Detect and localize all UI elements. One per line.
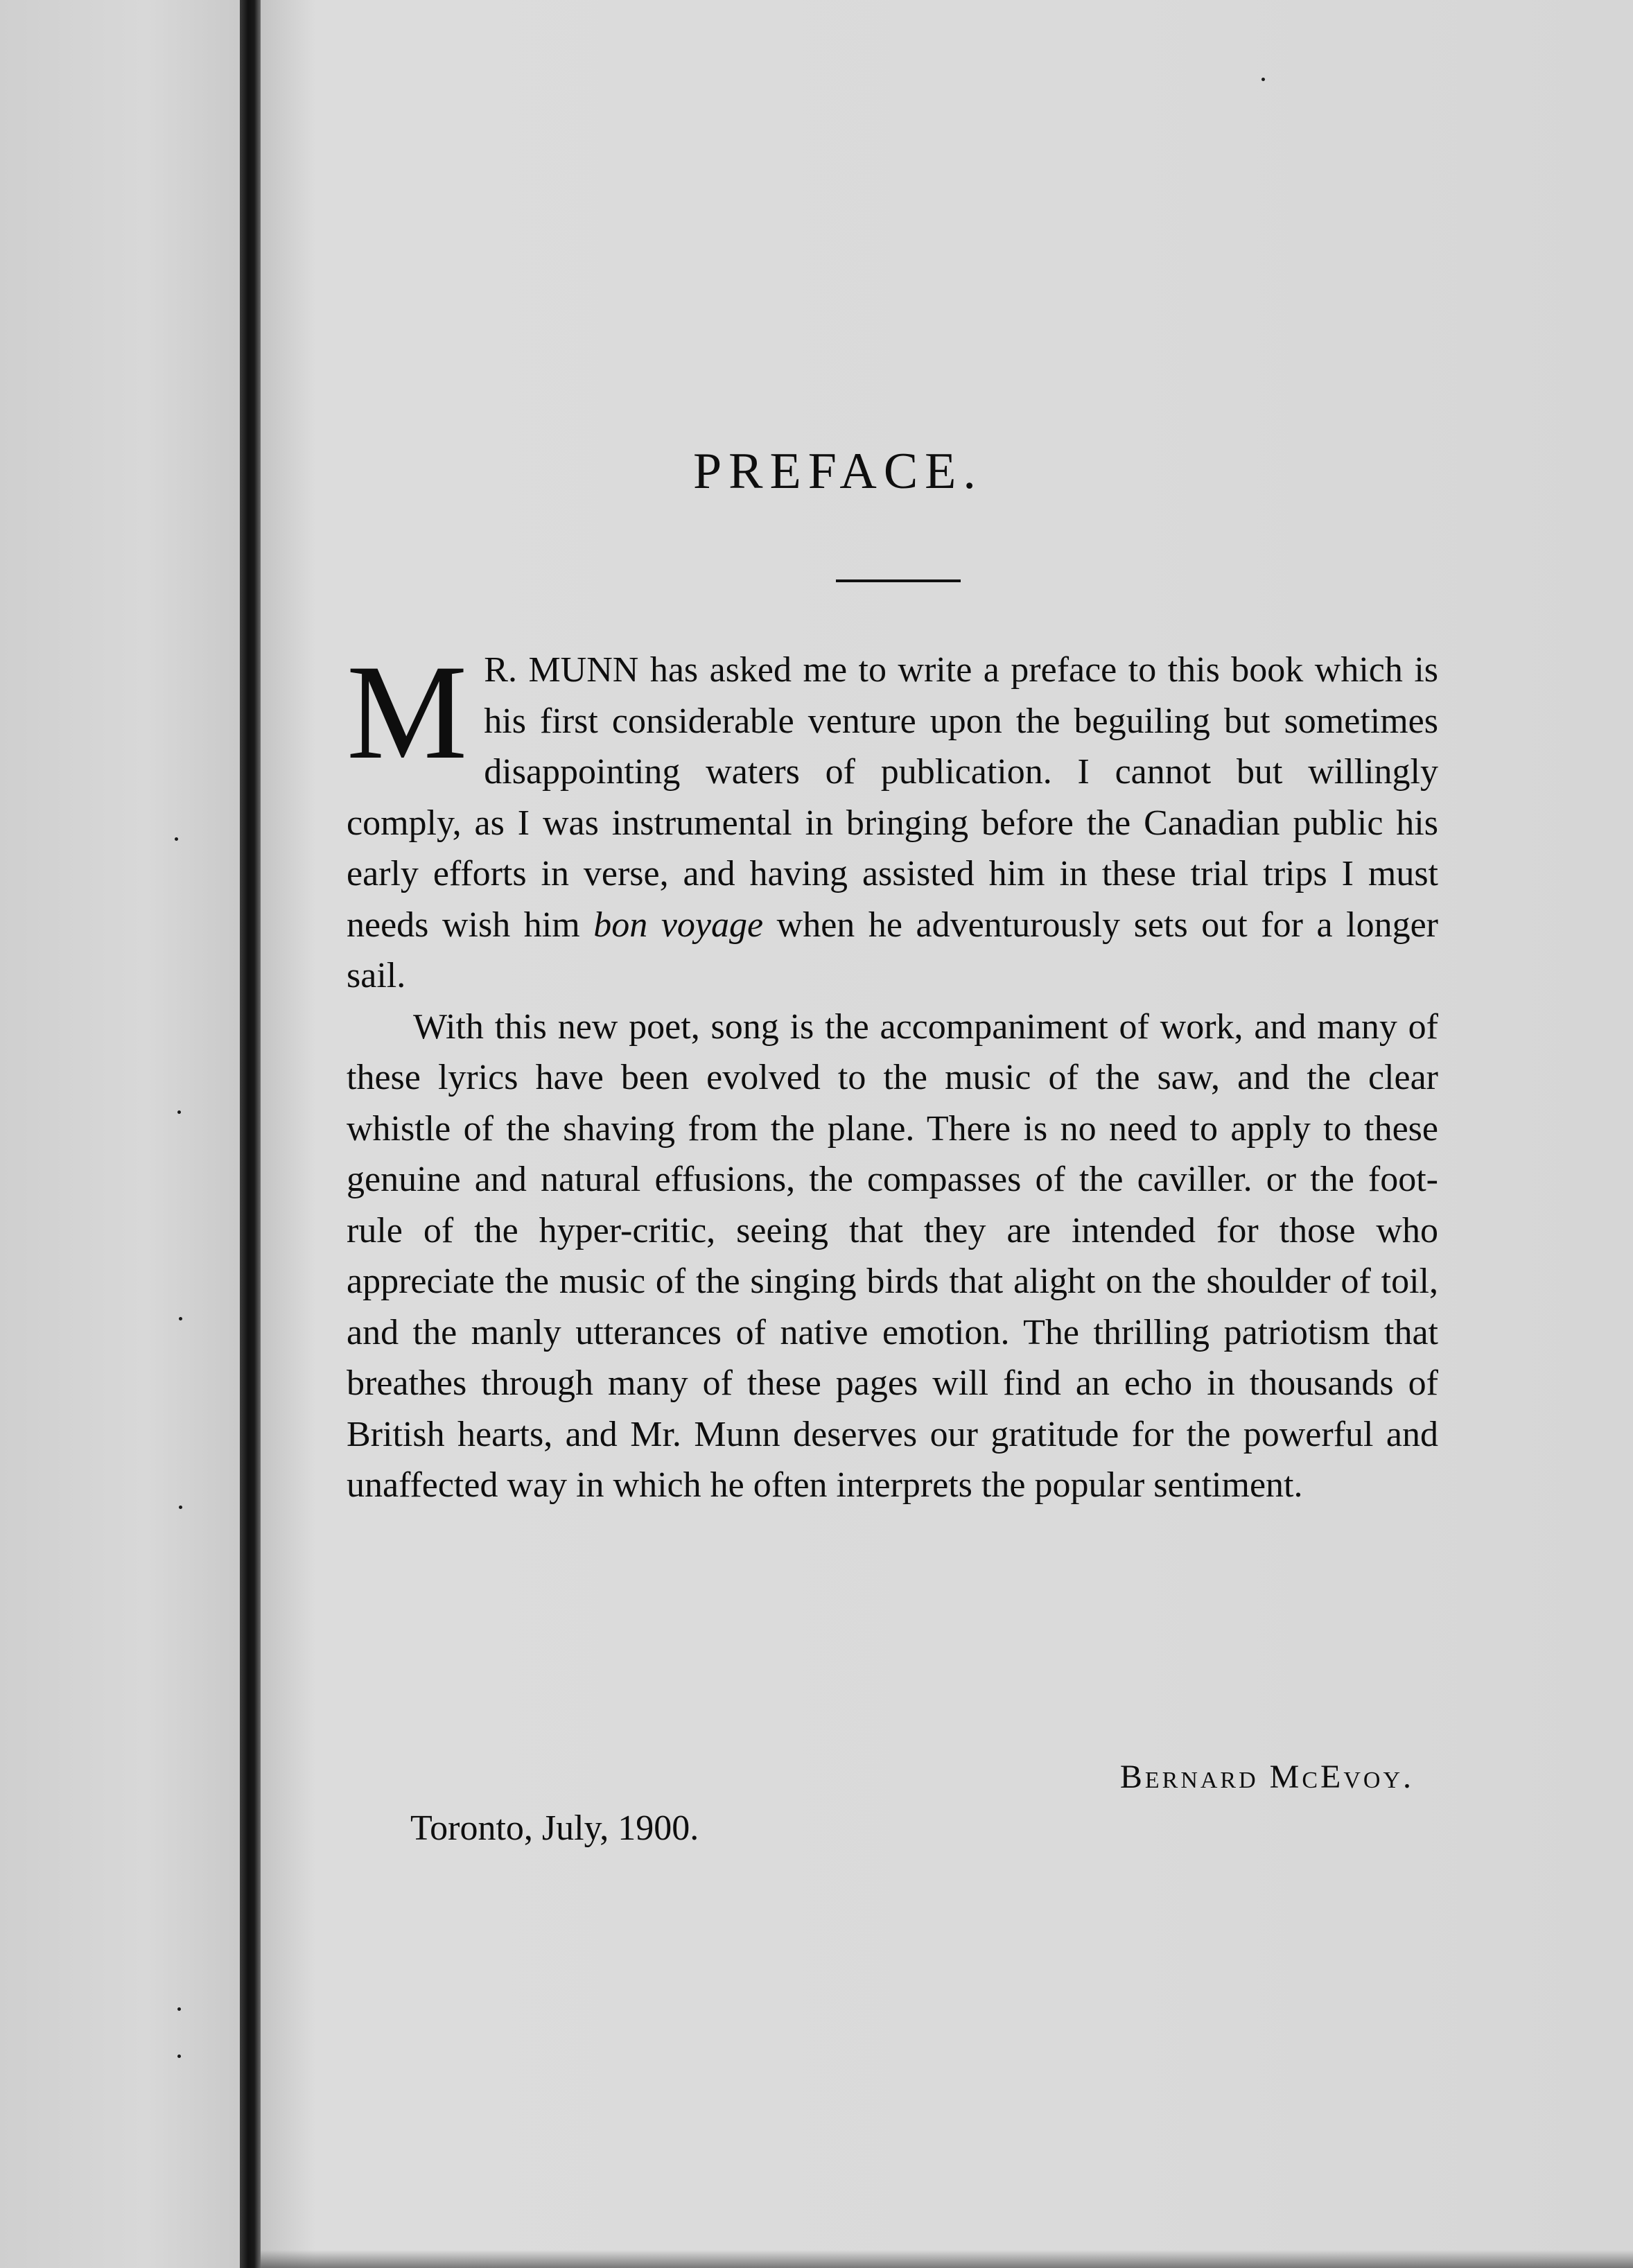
paragraph-1-text-a: has asked me to write a preface to this book which is his first considerable venture upon the beguiling but sometimes disappointing waters of publication. I cannot but willingly comply, as I was instrumental in bringing before the Canadian public his early efforts in verse, and having assisted him in these trial trips I must needs wish him [347,650,1439,945]
page-speck [1261,78,1265,81]
page-bottom-shadow [261,2250,1633,2268]
margin-speck [175,837,178,841]
dateline: Toronto, July, 1900. [410,1808,699,1848]
paragraph-2: With this new poet, song is the accompaniment of work, and many of these lyrics have been evolved to the music of the saw, and the clear whistle of the shaving from the plane. There is no need to apply to these genuine and natural effusions, the compasses of the caviller. or the foot-rule of the hyper-critic, seeing that they are intended for those who appreciate the music of the singing birds that alight on the shoulder of toil, and the manly utterances of native emotion. The thrilling patriotism that breathes through many of these pages will find an echo in thousands of British hearts, and Mr. Munn deserves our gratitude for the powerful and unaffected way in which he often interprets the popular sentiment. [347,1006,1438,1505]
page-title: PREFACE. [693,443,983,500]
margin-speck [177,2055,181,2058]
italic-phrase: bon voyage [593,905,764,945]
margin-speck [177,2007,181,2011]
lead-words: R. MUNN [484,650,639,690]
left-page [0,0,244,2268]
drop-cap: M [347,637,468,787]
margin-speck [177,1110,181,1114]
paragraph-1 [347,637,1439,1002]
margin-speck [179,1506,182,1509]
title-rule [836,579,961,582]
book-spine [240,0,261,2268]
preface-body [347,637,1439,1511]
paragraph-1-text-b: when he adventurously sets out for a longer sail. [347,905,1438,995]
margin-speck [179,1317,182,1320]
author-signature: Bernard McEvoy. [1119,1759,1414,1795]
